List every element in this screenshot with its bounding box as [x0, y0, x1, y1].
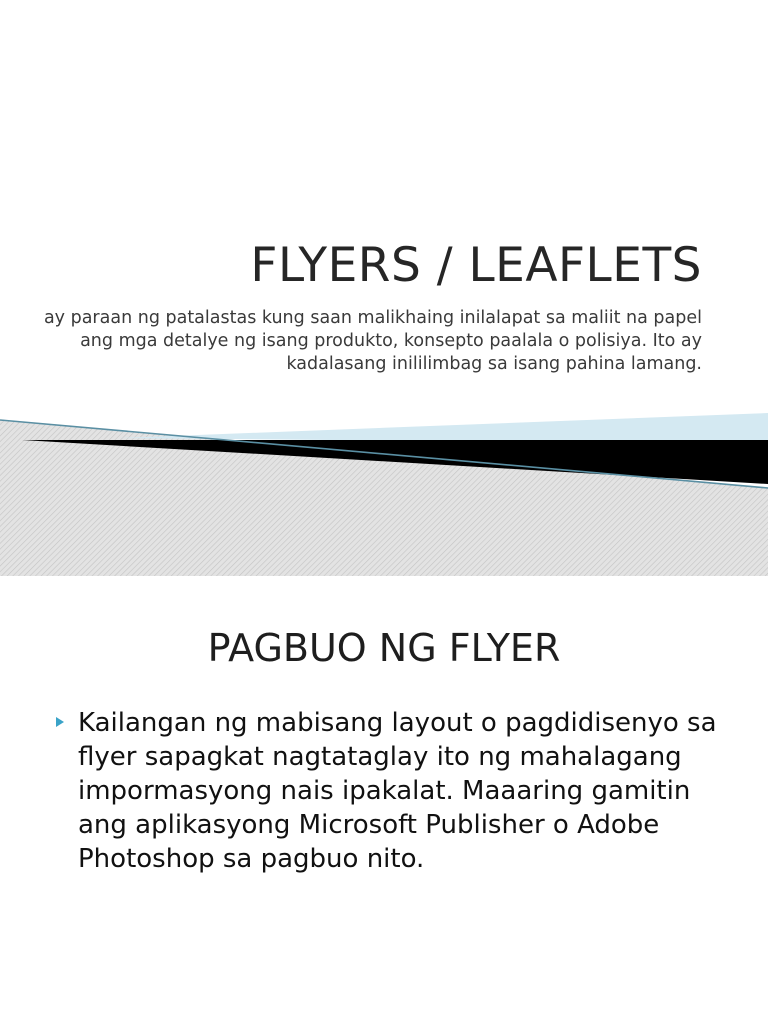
light-blue-band	[120, 413, 768, 440]
bullet-text: Kailangan ng mabisang layout o pagdidisenyo sa flyer sapagkat nagtataglay ito ng mahalagang impormasyong nais ipakalat. Maaaring gamitin ang aplikasyong Microsoft Publisher o Adobe Photoshop sa pagbuo nito.	[78, 708, 717, 874]
triangle-right-bullet-icon	[56, 717, 64, 727]
slide-subtitle: ay paraan ng patalastas kung saan malikhaing inilalapat sa maliit na papel ang mga detalye ng isang produkto, konsepto paalala o polisiya. Ito ay kadalasang inililimbag sa isang pahina lamang.	[43, 308, 702, 374]
slide-title: FLYERS / LEAFLETS	[250, 238, 702, 293]
bullet-list	[56, 706, 736, 876]
list-item	[56, 706, 736, 876]
slide-heading: PAGBUO NG FLYER	[207, 626, 561, 670]
content-slide	[0, 576, 768, 1024]
